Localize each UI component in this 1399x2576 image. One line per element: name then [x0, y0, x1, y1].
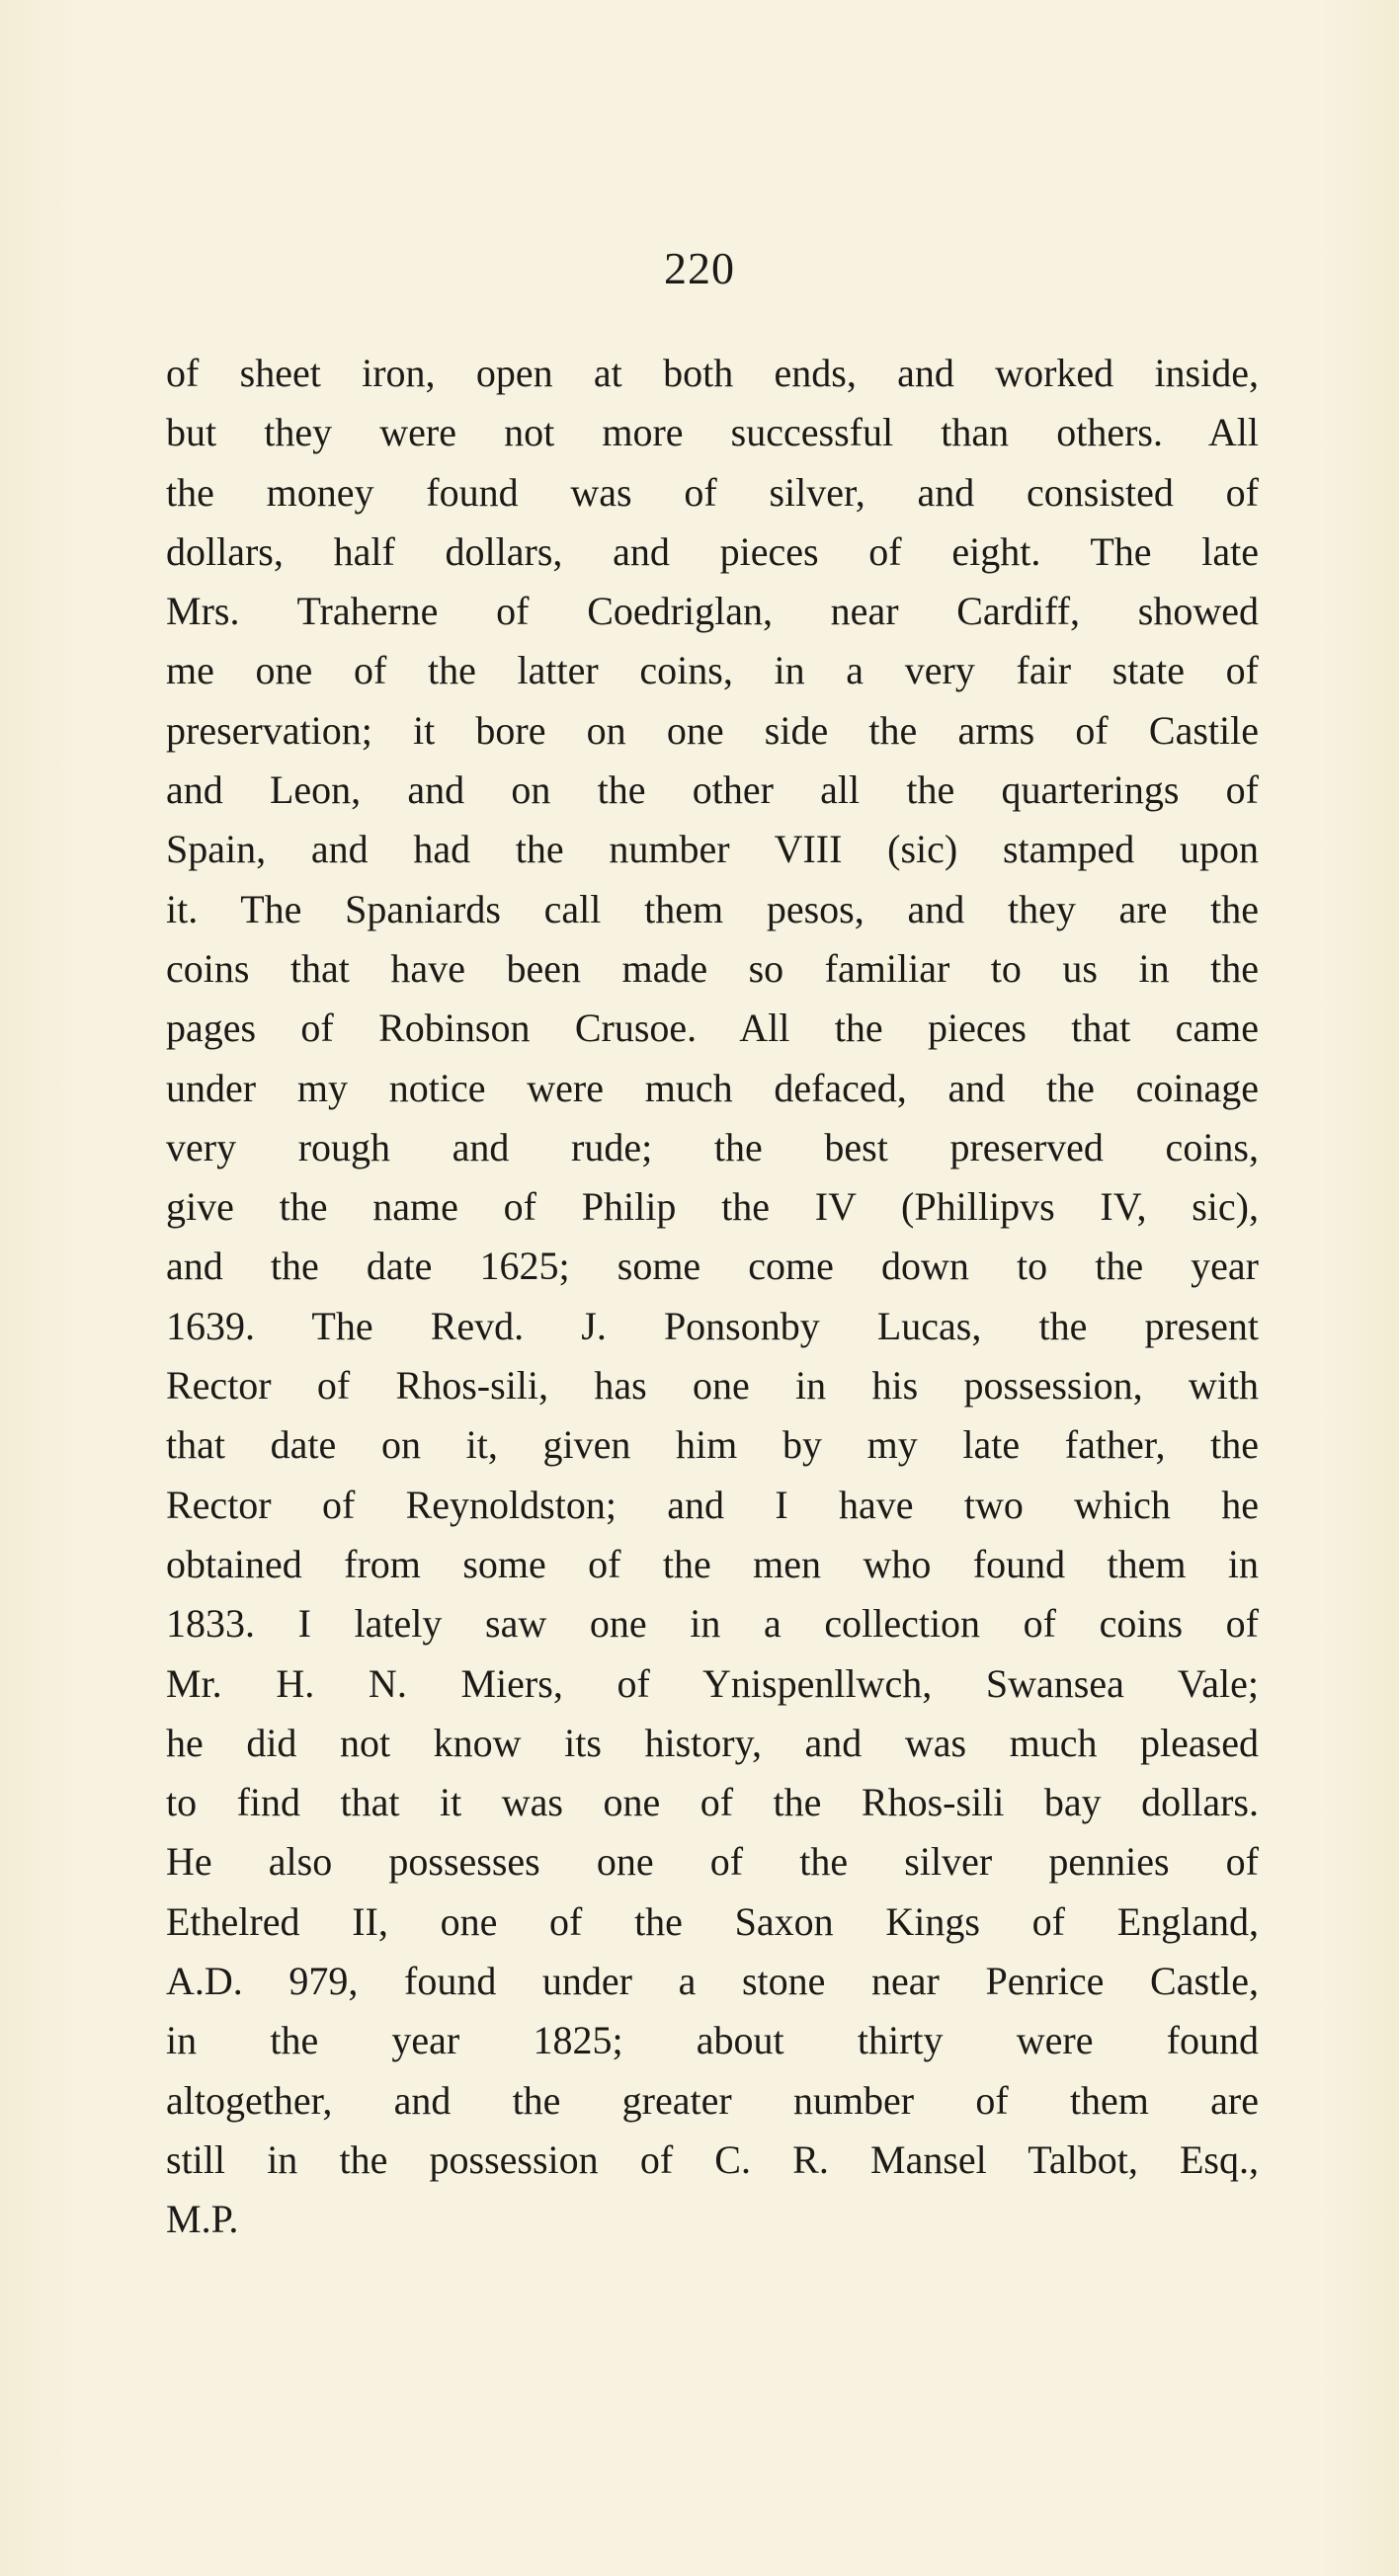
text-line: under my notice were much defaced, and the coinage: [166, 1065, 1259, 1110]
text-line: me one of the latter coins, in a very fair state of: [166, 648, 1259, 693]
text-line: that date on it, given him by my late father, the: [166, 1422, 1259, 1468]
page-number: 220: [664, 243, 735, 293]
text-line: give the name of Philip the IV (Phillipvs IV, sic),: [166, 1184, 1259, 1230]
text-line: Rector of Reynoldston; and I have two which he: [166, 1482, 1259, 1527]
text-line: but they were not more successful than others. All: [166, 410, 1259, 455]
text-line: very rough and rude; the best preserved coins,: [166, 1124, 1259, 1169]
text-line: Mrs. Traherne of Coedriglan, near Cardiff, showed: [166, 589, 1259, 634]
text-line: in the year 1825; about thirty were found: [166, 2018, 1259, 2063]
text-line: Ethelred II, one of the Saxon Kings of England,: [166, 1898, 1259, 1944]
text-line: Spain, and had the number VIII (sic) stamped upon: [166, 827, 1259, 872]
text-line: obtained from some of the men who found them in: [166, 1541, 1259, 1586]
text-line: he did not know its history, and was much pleased: [166, 1720, 1259, 1765]
text-line: M.P.: [166, 2197, 239, 2242]
text-line: Rector of Rhos-sili, has one in his possession, with: [166, 1363, 1259, 1409]
text-line: still in the possession of C. R. Mansel Talbot, Esq.,: [166, 2136, 1259, 2182]
text-line: altogether, and the greater number of them are: [166, 2077, 1259, 2123]
text-line: He also possesses one of the silver pennies of: [166, 1839, 1259, 1885]
text-line: it. The Spaniards call them pesos, and they are the: [166, 886, 1259, 931]
text-line: coins that have been made so familiar to us in the: [166, 945, 1259, 991]
body-text: [166, 344, 1259, 2250]
text-line: the money found was of silver, and consisted of: [166, 469, 1259, 515]
text-line: to find that it was one of the Rhos-sili bay dollars.: [166, 1780, 1259, 1825]
text-line: 1833. I lately saw one in a collection of coins of: [166, 1601, 1259, 1647]
text-line: preservation; it bore on one side the arms of Castile: [166, 707, 1259, 753]
text-line: dollars, half dollars, and pieces of eight. The late: [166, 528, 1259, 574]
text-line: A.D. 979, found under a stone near Penrice Castle,: [166, 1959, 1259, 2004]
text-line: and Leon, and on the other all the quarterings of: [166, 767, 1259, 813]
text-line: Mr. H. N. Miers, of Ynispenllwch, Swansea Vale;: [166, 1660, 1259, 1706]
text-line: of sheet iron, open at both ends, and worked inside,: [166, 351, 1259, 395]
text-line: 1639. The Revd. J. Ponsonby Lucas, the present: [166, 1303, 1259, 1348]
text-line: and the date 1625; some come down to the year: [166, 1244, 1259, 1289]
text-line: pages of Robinson Crusoe. All the pieces that came: [166, 1006, 1259, 1051]
